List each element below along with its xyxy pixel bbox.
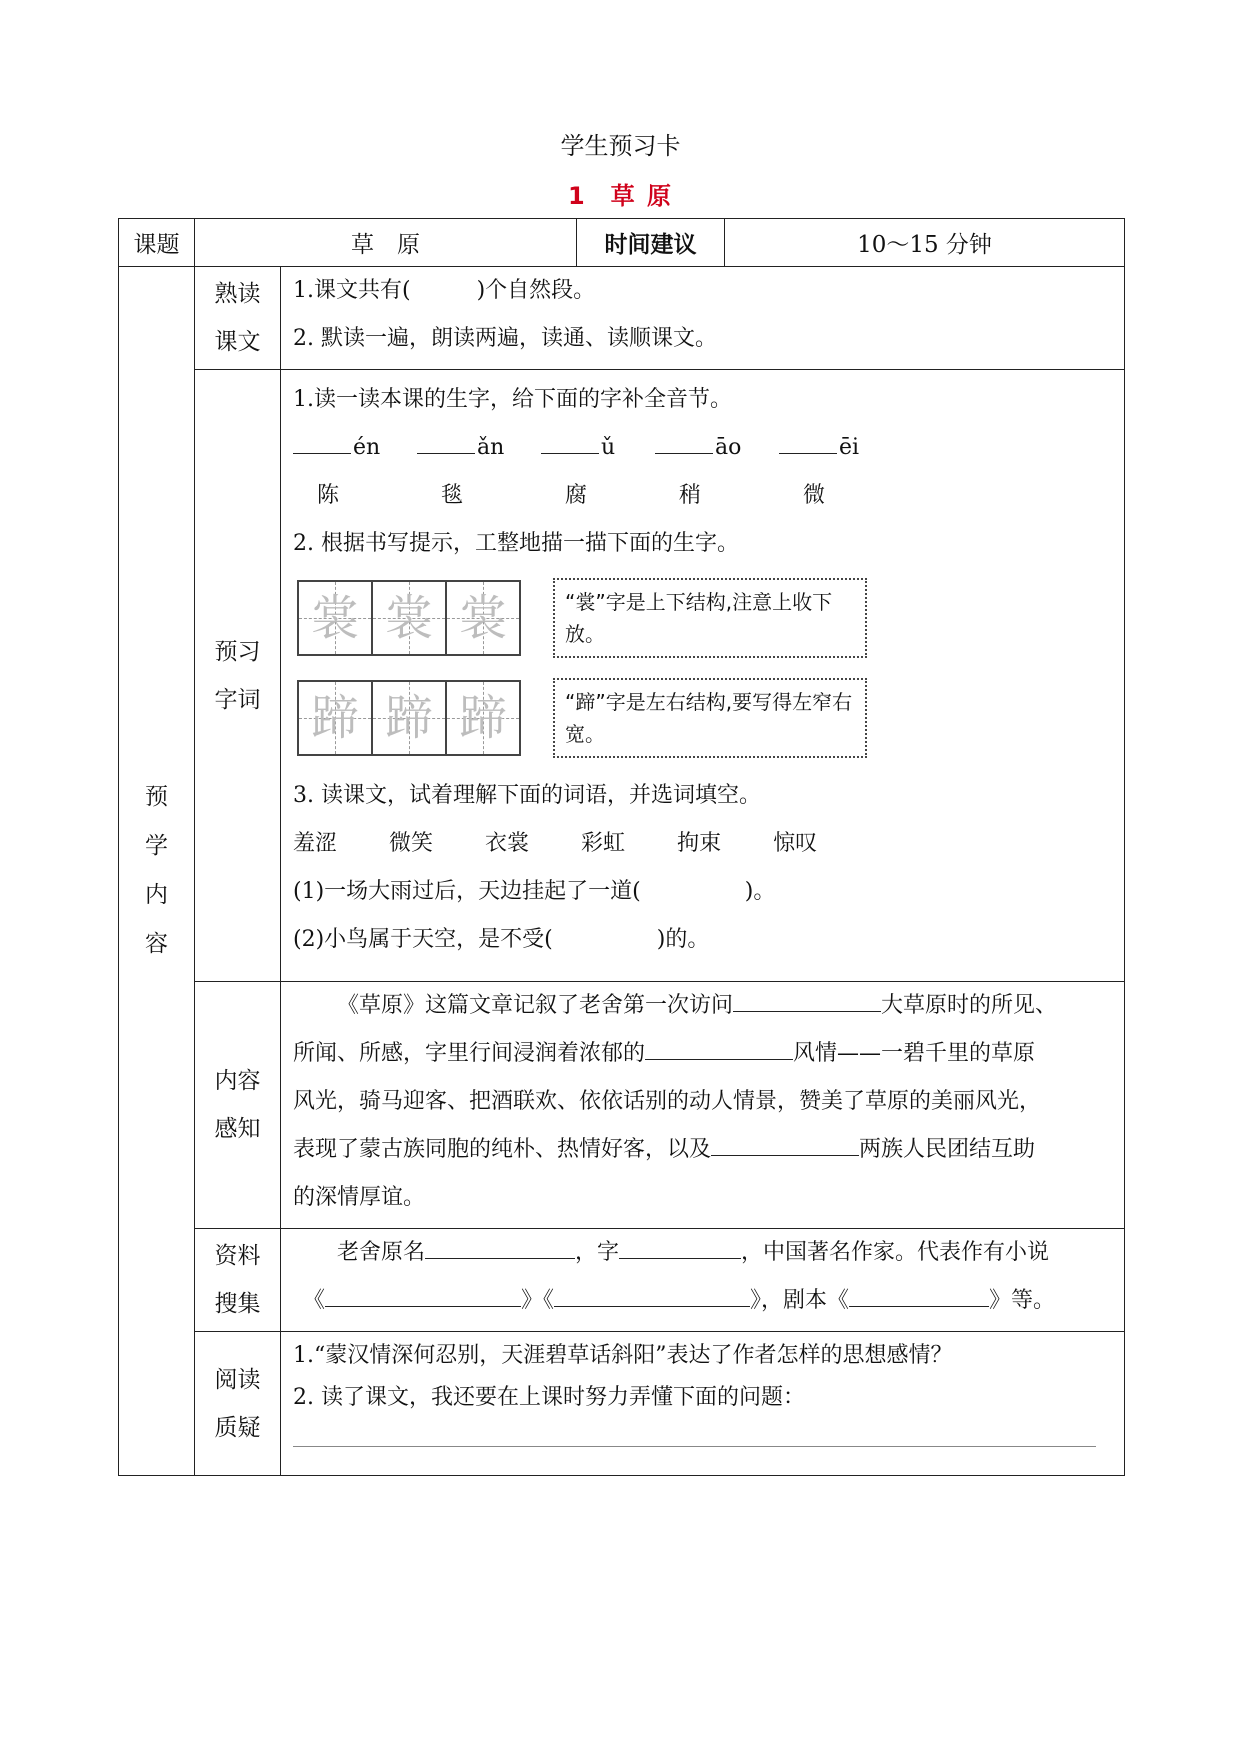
- word-option: 羞涩: [293, 831, 338, 856]
- pinyin-final: ǎn: [477, 435, 505, 460]
- trace-char: 蹄: [310, 690, 359, 746]
- fill-blank[interactable]: [645, 1033, 793, 1060]
- trace-char: 裳: [384, 590, 433, 646]
- info-text: 老舍原名: [337, 1240, 426, 1265]
- lesson-number: 1: [567, 182, 587, 210]
- info-text: 》《: [521, 1288, 555, 1313]
- pinyin-final: āo: [715, 435, 742, 460]
- section-label-question: [195, 1332, 281, 1476]
- question-1: 1.“蒙汉情深何忍别，天涯碧草话斜阳”表达了作者怎样的思想感情？: [293, 1343, 953, 1368]
- new-char: 腐: [565, 483, 588, 508]
- label-line: 预习: [214, 638, 261, 665]
- pinyin-item: [541, 424, 655, 472]
- label-line: 搜集: [214, 1291, 261, 1317]
- info-text: ，中国著名作家。代表作有小说: [741, 1240, 1050, 1265]
- read-line-2: 2. 默读一遍，朗读两遍，读通、读顺课文。: [293, 326, 717, 351]
- fill-blank-1: [293, 868, 1114, 916]
- section-info-body: [281, 1229, 1125, 1332]
- fill-text: )。: [744, 879, 776, 904]
- fill-blank[interactable]: [554, 1280, 750, 1307]
- info-line-1: [293, 1229, 1114, 1277]
- words-question-2: 2. 根据书写提示，工整地描一描下面的生字。: [293, 531, 739, 556]
- new-char: 陈: [317, 483, 340, 508]
- info-text: 《: [303, 1288, 326, 1313]
- section-content-body: [281, 982, 1125, 1229]
- preview-content-label: [119, 267, 195, 1476]
- word-option: 微笑: [389, 831, 434, 856]
- pinyin-final: én: [353, 435, 381, 460]
- preview-card-table: [118, 218, 1125, 1476]
- trace-cell[interactable]: [447, 582, 519, 654]
- trace-cell[interactable]: [373, 682, 447, 754]
- pinyin-item: [779, 424, 903, 472]
- pinyin-blank[interactable]: [779, 433, 837, 454]
- label-line: 资料: [214, 1243, 261, 1269]
- section-words-content: [281, 370, 1125, 982]
- pinyin-final: ēi: [839, 435, 860, 460]
- label-char: 内: [145, 882, 168, 908]
- fill-text: )的。: [656, 927, 710, 952]
- answer-line[interactable]: [293, 1446, 1096, 1447]
- topic-label: 课题: [119, 219, 195, 267]
- content-text: 两族人民团结互助: [859, 1137, 1036, 1162]
- fill-blank[interactable]: [425, 1232, 575, 1259]
- trace-char: 蹄: [384, 690, 433, 746]
- section-label-content: [195, 982, 281, 1229]
- char-row: [293, 472, 1114, 520]
- content-text: 表现了蒙古族同胞的纯朴、热情好客，以及: [293, 1137, 712, 1162]
- section-question-body: [281, 1332, 1125, 1476]
- read-line-1: 1.课文共有( )个自然段。: [293, 278, 596, 303]
- question-2: 2. 读了课文，我还要在上课时努力弄懂下面的问题：: [293, 1385, 805, 1410]
- word-option: 衣裳: [485, 831, 530, 856]
- trace-row-1: [297, 578, 1114, 658]
- time-label: 时间建议: [577, 219, 725, 267]
- label-char: 学: [145, 833, 168, 859]
- pinyin-item: [417, 424, 541, 472]
- label-char: 容: [145, 931, 168, 957]
- fill-blank[interactable]: [733, 985, 881, 1012]
- label-char: 预: [145, 784, 168, 810]
- trace-char: 蹄: [458, 690, 507, 746]
- word-option: 彩虹: [581, 831, 626, 856]
- content-text: 《草原》这篇文章记叙了老舍第一次访问: [337, 993, 734, 1018]
- label-line: 字词: [214, 686, 261, 713]
- trace-cell[interactable]: [299, 582, 373, 654]
- label-line: 阅读: [214, 1366, 261, 1393]
- trace-char: 裳: [458, 590, 507, 646]
- time-value: 10～15 分钟: [725, 219, 1125, 267]
- pinyin-blank[interactable]: [417, 433, 475, 454]
- writing-hint-2: “蹄”字是左右结构,要写得左窄右宽。: [553, 678, 867, 758]
- label-line: 质疑: [214, 1414, 261, 1441]
- section-label-info: [195, 1229, 281, 1332]
- fill-text: (1)一场大雨过后，天边挂起了一道(: [293, 879, 641, 904]
- words-question-3: 3. 读课文，试着理解下面的词语，并选词填空。: [293, 783, 761, 808]
- topic-value: 草 原: [195, 219, 577, 267]
- info-line-2: [293, 1277, 1114, 1325]
- trace-row-2: [297, 678, 1114, 758]
- content-line: [293, 1030, 1114, 1078]
- tracing-grid: [297, 680, 521, 756]
- label-line: 课文: [214, 329, 261, 355]
- new-char: 稍: [679, 483, 702, 508]
- word-bank: [293, 820, 1114, 868]
- section-label-read: [195, 267, 281, 370]
- fill-blank[interactable]: [325, 1280, 521, 1307]
- label-line: 感知: [214, 1116, 261, 1142]
- pinyin-item: [655, 424, 779, 472]
- trace-cell[interactable]: [299, 682, 373, 754]
- content-line: 的深情厚谊。: [293, 1185, 426, 1210]
- pinyin-blank[interactable]: [655, 433, 713, 454]
- tracing-grid: [297, 580, 521, 656]
- new-char: 微: [803, 483, 826, 508]
- lesson-title: [0, 176, 1241, 211]
- fill-blank-2: [293, 916, 1114, 964]
- pinyin-item: [293, 424, 417, 472]
- section-read-content: [281, 267, 1125, 370]
- trace-char: 裳: [310, 590, 359, 646]
- pinyin-blank[interactable]: [293, 433, 351, 454]
- fill-blank[interactable]: [619, 1232, 741, 1259]
- content-line: [293, 982, 1114, 1030]
- content-text: 风情——一碧千里的草原: [793, 1041, 1036, 1066]
- words-question-1: 1.读一读本课的生字，给下面的字补全音节。: [293, 387, 732, 412]
- info-text: 》等。: [989, 1288, 1056, 1313]
- word-option: 惊叹: [773, 831, 818, 856]
- content-line: [293, 1126, 1114, 1174]
- info-text: ，字: [575, 1240, 620, 1265]
- section-label-words: [195, 370, 281, 982]
- writing-hint-1: “裳”字是上下结构,注意上收下放。: [553, 578, 867, 658]
- trace-cell[interactable]: [447, 682, 519, 754]
- content-text: 所闻、所感，字里行间浸润着浓郁的: [293, 1041, 646, 1066]
- pinyin-blank[interactable]: [541, 433, 599, 454]
- trace-cell[interactable]: [373, 582, 447, 654]
- lesson-name: 草 原: [610, 182, 674, 210]
- fill-text: (2)小鸟属于天空，是不受(: [293, 927, 553, 952]
- pinyin-row: [293, 424, 1114, 472]
- fill-blank[interactable]: [711, 1129, 859, 1156]
- word-option: 拘束: [677, 831, 722, 856]
- page-title: 学生预习卡: [560, 132, 681, 160]
- pinyin-final: ǔ: [601, 435, 616, 460]
- label-line: 内容: [214, 1068, 261, 1094]
- info-text: 》，剧本《: [750, 1288, 850, 1313]
- fill-blank[interactable]: [849, 1280, 989, 1307]
- label-line: 熟读: [214, 281, 261, 307]
- content-line: 风光，骑马迎客、把酒联欢、依依话别的动人情景，赞美了草原的美丽风光，: [293, 1089, 1042, 1114]
- new-char: 毯: [441, 483, 464, 508]
- content-text: 大草原时的所见、: [881, 993, 1058, 1018]
